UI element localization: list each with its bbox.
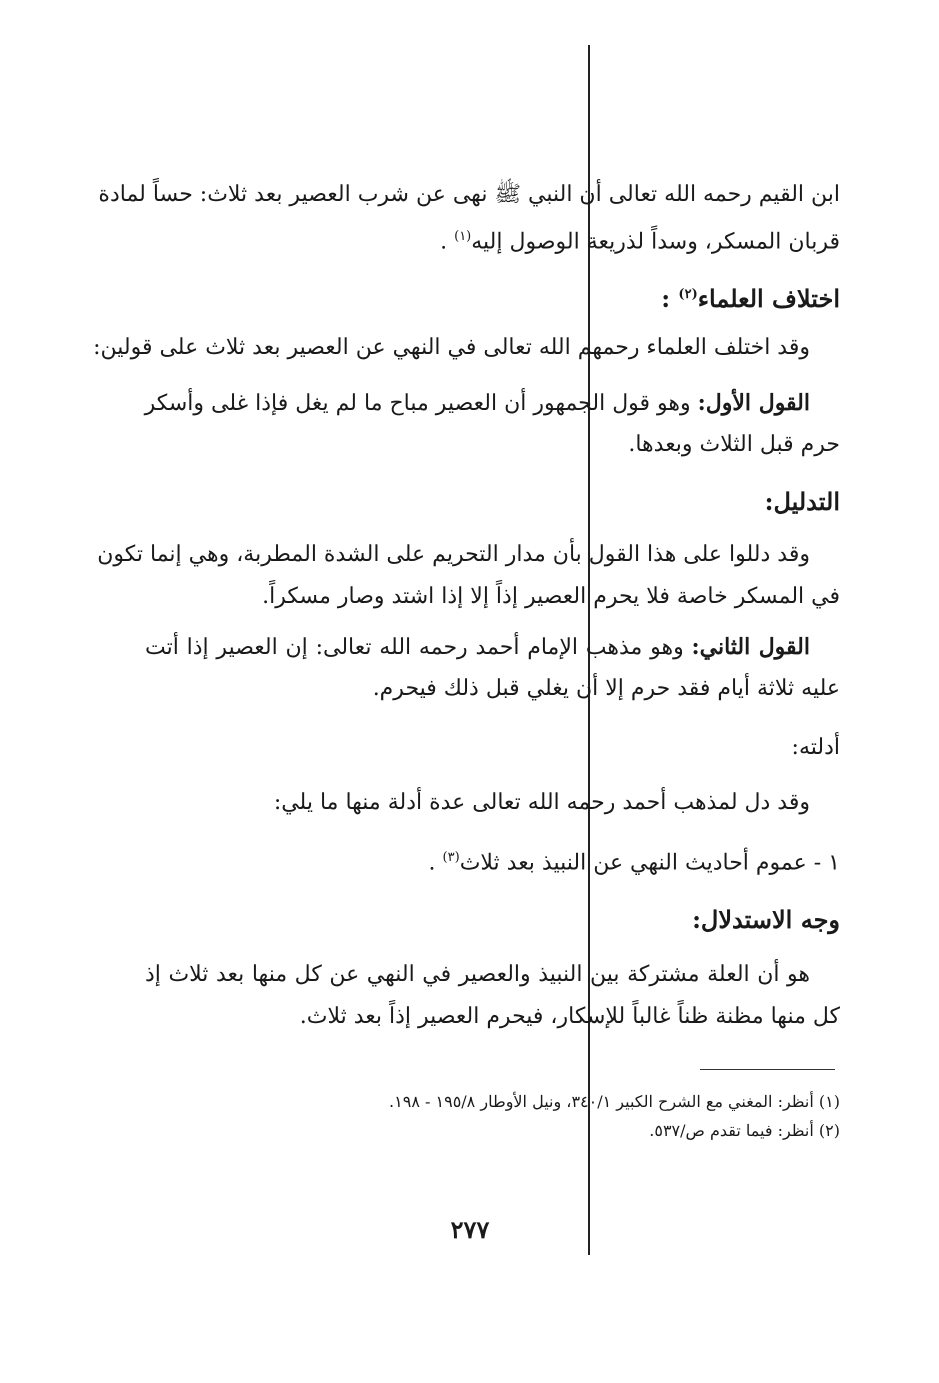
opinion-label: القول الأول: xyxy=(697,390,810,416)
paragraph-line: حرم قبل الثلاث وبعدها. xyxy=(628,432,840,457)
paragraph-line xyxy=(145,632,840,663)
paragraph-line: ابن القيم رحمه الله تعالى أن النبي ﷺ نهى عن شرب العصير بعد ثلاث: حساً لمادة xyxy=(98,182,840,207)
paragraph-line xyxy=(145,222,840,257)
section-heading xyxy=(145,280,840,314)
footnote-ref: (١) xyxy=(454,229,472,244)
footnote: (١) أنظر: المغني مع الشرح الكبير ٣٤٠/١، ونيل الأوطار ١٩٥/٨ - ١٩٨. xyxy=(389,1092,840,1111)
paragraph-line: وقد دللوا على هذا القول بأن مدار التحريم على الشدة المطربة، وهي إنما تكون xyxy=(97,542,810,567)
footnote: (٢) أنظر: فيما تقدم ص/٥٣٧. xyxy=(649,1121,840,1140)
section-heading: وجه الاستدلال: xyxy=(692,905,840,934)
paragraph-line: عليه ثلاثة أيام فقد حرم إلا أن يغلي قبل ذلك فيحرم. xyxy=(372,676,840,701)
section-heading: التدليل: xyxy=(764,487,840,516)
paragraph-line xyxy=(145,388,840,419)
line-text: قربان المسكر، وسداً لذريعة الوصول إليه xyxy=(471,229,840,255)
paragraph-line: كل منها مظنة ظناً غالباً للإسكار، فيحرم العصير إذاً بعد ثلاث. xyxy=(299,1004,840,1029)
paragraph-line: هو أن العلة مشتركة بين النبيذ والعصير في النهي عن كل منها بعد ثلاث إذ xyxy=(145,962,810,987)
paragraph-line: وقد اختلف العلماء رحمهم الله تعالى في النهي عن العصير بعد ثلاث على قولين: xyxy=(93,335,810,360)
subheading: أدلته: xyxy=(791,735,840,760)
footnote-ref: (٢) xyxy=(678,287,698,302)
paragraph-line: في المسكر خاصة فلا يحرم العصير إذاً إلا إذا اشتد وصار مسكراً. xyxy=(262,584,840,609)
page-number: ٢٧٧ xyxy=(450,1215,490,1244)
heading-text: اختلاف العلماء xyxy=(697,284,840,313)
opinion-label: القول الثاني: xyxy=(691,634,810,660)
list-item-text: ١ - عموم أحاديث النهي عن النبيذ بعد ثلاث xyxy=(459,850,840,876)
line-text: وهو قول الجمهور أن العصير مباح ما لم يغل فإذا غلى وأسكر xyxy=(144,391,691,416)
line-text: وهو مذهب الإمام أحمد رحمه الله تعالى: إن العصير إذا أتت xyxy=(145,635,684,660)
paragraph-line: وقد دل لمذهب أحمد رحمه الله تعالى عدة أدلة منها ما يلي: xyxy=(273,790,810,815)
line-end: . xyxy=(440,229,448,255)
heading-colon: : xyxy=(661,284,671,313)
footnote-ref: (٣) xyxy=(442,850,460,865)
line-end: . xyxy=(428,850,436,876)
footnote-separator xyxy=(700,1069,835,1070)
list-item xyxy=(145,843,840,878)
